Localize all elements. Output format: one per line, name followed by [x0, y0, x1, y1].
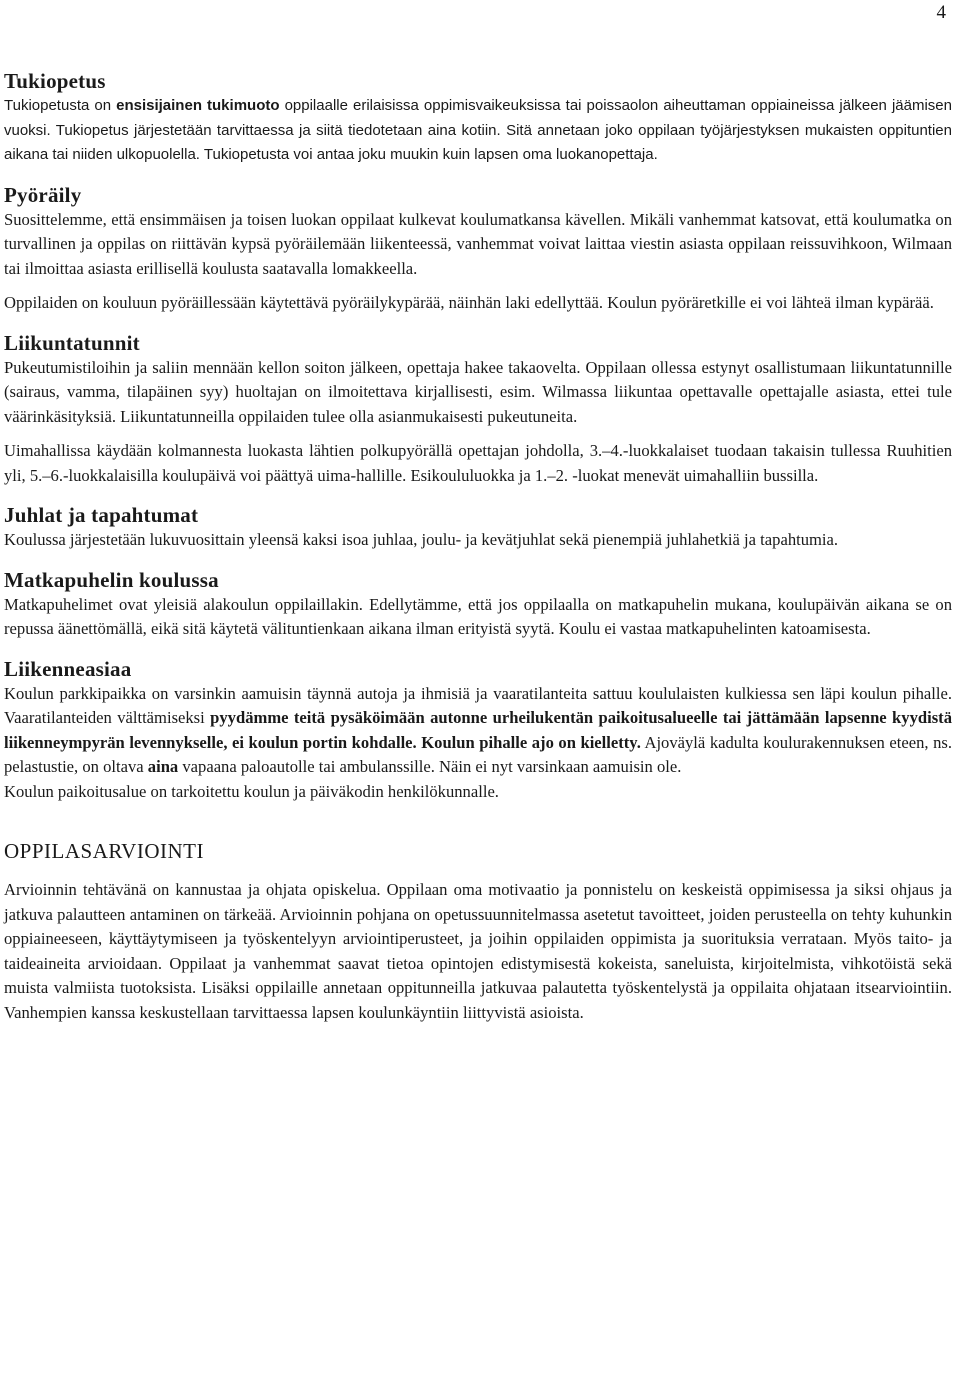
section-liikenneasiaa	[4, 656, 952, 805]
heading-pyoraily: Pyöräily	[4, 182, 82, 207]
section-tukiopetus	[4, 68, 952, 168]
bold-text-run: aina	[147, 757, 179, 776]
text-run: Koulun parkkipaikka on varsinkin aamuisin täynnä autoja ja ihmisiä ja vaaratilanteita sattuu koululaisten kulkiessa sen läpi koulun pihalle. Vaaratilanteiden välttämiseksi	[4, 683, 952, 727]
section-liikuntatunnit	[4, 330, 952, 489]
paragraph-oppilasarviointi: Arvioinnin tehtävänä on kannustaa ja ohjata opiskelua. Oppilaan oma motivaatio ja ponnistelu on keskeistä oppimisessa ja siksi ohjaus ja jatkuva palautteen antaminen on tärkeää. Arvioinnin pohjana on opetussuunnitelmassa asetetut tavoitteet, joiden perusteella on tehty kuhunkin oppiaineeseen, käyttäytymiseen ja työskentelyyn arviointiperusteet, ja joihin oppilaiden oppimista ja suorituksia verrataan. Myös taito- ja taideaineita arvioidaan. Oppilaat ja vanhemmat saavat tietoa opintojen edistymisestä kokeista, saneluista, kirjoitelmista, vihkotöistä sekä muista valmiista tuotoksista. Lisäksi oppilaille annetaan oppitunneilla jatkuvaa palautetta työskentelystä ja oppilaita ohjataan itsearviointiin. Vanhempien kanssa keskustellaan tarvittaessa lapsen koulunkäyntiin liittyvistä asioista.	[4, 880, 952, 1022]
heading-oppilasarviointi: OPPILASARVIOINTI	[4, 839, 204, 863]
text-run: vapaana paloautolle tai ambulanssille. Näin ei nyt varsinkaan aamuisin ole.	[178, 757, 682, 776]
heading-liikenneasiaa: Liikenneasiaa	[4, 656, 132, 681]
heading-matkapuhelin: Matkapuhelin koulussa	[4, 567, 219, 592]
heading-tukiopetus: Tukiopetus	[4, 69, 106, 93]
paragraph-pyoraily-1: Suosittelemme, että ensimmäisen ja toisen luokan oppilaat kulkevat koulumatkansa kävellen. Mikäli vanhemmat katsovat, että koulumatka on turvallinen ja oppilas on riittävän kypsä pyöräilemään liikenteessä, vanhemmat voivat laittaa viestin asiasta oppilaan reissuvihkoon, Wilmaan tai ilmoittaa asiasta erillisellä koulusta saatavalla lomakkeella.	[4, 209, 952, 278]
text-run: Ajoväylä kadulta koulurakennuksen eteen, ns. pelastustie, on oltava	[4, 732, 952, 776]
bold-text-run: pyydämme teitä pysäköimään autonne urheilukentän paikoitusalueelle tai jättämään lapsenne kyydistä liikenneympyrän levennykselle, ei koulun portin kohdalle. Koulun pihalle ajo on kielletty.	[4, 708, 952, 752]
document-body	[4, 68, 952, 1025]
paragraph-liikuntatunnit-2: Uimahallissa käydään kolmannesta luokasta lähtien polkupyörällä opettajan johdolla, 3.–4.-luokkalaiset tuodaan takaisin tullessa Ruuhitien yli, 5.–6.-luokkalaisilla koulupäivä voi päättyä uima-hallille. Esikoululuokka ja 1.–2. -luokat menevät uimahalliin bussilla.	[4, 441, 952, 485]
section-matkapuhelin	[4, 567, 952, 642]
section-pyoraily	[4, 182, 952, 316]
paragraph-liikuntatunnit-1: Pukeutumistiloihin ja saliin mennään kellon soiton jälkeen, opettaja hakee takaovelta. Oppilaan ollessa estynyt osallistumaan liikuntatunnille (sairaus, vamma, tilapäinen syy) huoltajan on ilmoitettava kirjallisesti, esim. Wilmassa liikuntaa opettavalle opettajalle asiasta, ettei tule väärinkäsityksiä. Liikuntatunneilla oppilaiden tulee olla asianmukaisesti pukeutuneita.	[4, 357, 952, 426]
heading-juhlat: Juhlat ja tapahtumat	[4, 503, 199, 527]
text-run: Tukiopetusta on	[4, 97, 117, 114]
paragraph-liikenneasiaa-2: Koulun paikoitusalue on tarkoitettu koulun ja päiväkodin henkilökunnalle.	[4, 781, 499, 801]
section-juhlat	[4, 502, 952, 553]
text-run: oppilaalle erilaisissa oppimisvaikeuksissa tai poissaolon aiheuttaman oppiaineissa jälkeen jäämisen vuoksi. Tukiopetus järjestetään tarvittaessa ja siitä tiedotetaan aina kotiin. Sitä annetaan joko oppilaan työjärjestyksen mukaisten oppituntien aikana tai niiden ulkopuolella. Tukiopetusta voi antaa joku muukin kuin lapsen oma luokanopettaja.	[4, 97, 952, 163]
page-number: 4	[936, 2, 946, 23]
paragraph-pyoraily-2: Oppilaiden on kouluun pyöräillessään käytettävä pyöräilykypärää, näinhän laki edellyttää. Koulun pyöräretkille ei voi lähteä ilman kypärää.	[4, 293, 934, 312]
paragraph-matkapuhelin: Matkapuhelimet ovat yleisiä alakoulun oppilaillakin. Edellytämme, että jos oppilaalla on matkapuhelin mukana, koulupäivän aikana se on repussa äänettömällä, eikä sitä käytetä välituntienkaan aikana ilman erityistä syytä. Koulu ei vastaa matkapuhelinten katoamisesta.	[4, 594, 952, 638]
heading-liikuntatunnit: Liikuntatunnit	[4, 330, 140, 355]
bold-text-run: ensisijainen tukimuoto	[116, 97, 280, 114]
paragraph-liikenneasiaa-1	[4, 682, 952, 780]
paragraph-juhlat: Koulussa järjestetään lukuvuosittain yleensä kaksi isoa juhlaa, joulu- ja kevätjuhlat sekä pienempiä juhlahetkiä ja tapahtumia.	[4, 530, 839, 549]
paragraph-tukiopetus	[4, 94, 952, 168]
section-oppilasarviointi	[4, 838, 952, 1025]
